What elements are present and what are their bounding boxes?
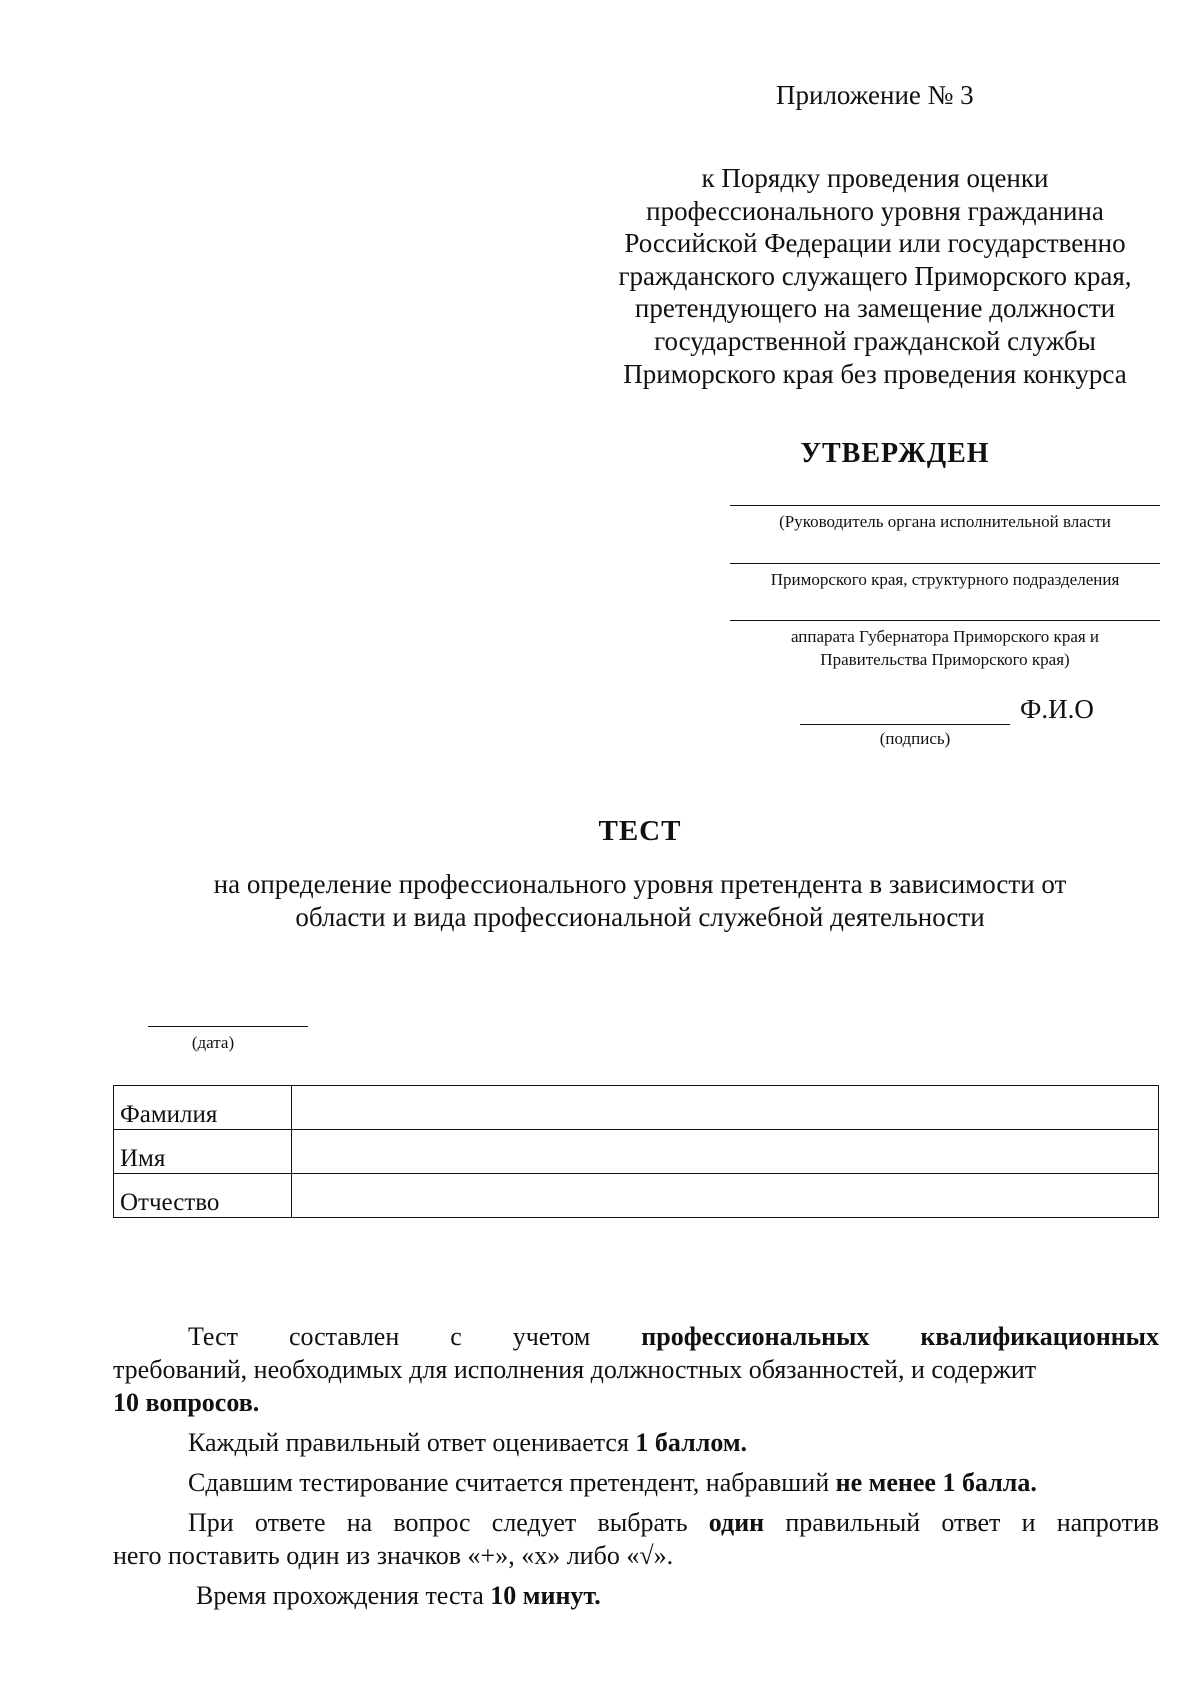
approver-caption-2: Приморского края, структурного подразделения	[770, 570, 1120, 589]
fio-label: Ф.И.О	[1020, 694, 1094, 724]
instruction-line-1	[113, 1320, 1159, 1353]
instruction-line-4	[113, 1426, 1159, 1459]
signature-line-2	[730, 563, 1160, 564]
test-subtitle	[120, 868, 1160, 934]
test-title: ТЕСТ	[598, 815, 682, 847]
instruction-line-8	[113, 1579, 1159, 1612]
instruction-text: Тест составлен с учетом	[188, 1322, 642, 1351]
patronymic-field[interactable]	[292, 1174, 1159, 1218]
instruction-text: требований, необходимых для исполнения должностных обязанностей, и содержит	[113, 1355, 1037, 1384]
instruction-line-5	[113, 1466, 1159, 1499]
instruction-punct: .	[1030, 1468, 1037, 1497]
signature-line-1	[730, 505, 1160, 506]
instruction-line-7	[113, 1539, 1159, 1572]
order-line: профессионального уровня гражданина	[646, 195, 1104, 226]
person-table	[113, 1085, 1159, 1218]
order-reference	[590, 162, 1160, 390]
table-row	[114, 1174, 1159, 1218]
signature-caption: (подпись)	[879, 729, 951, 748]
date-caption: (дата)	[191, 1033, 235, 1052]
instruction-line-6	[113, 1506, 1159, 1539]
instruction-text: Время прохождения теста	[196, 1581, 491, 1610]
instruction-bold: 10 минут	[490, 1581, 595, 1610]
instruction-text: При ответе на вопрос следует выбрать	[188, 1508, 709, 1537]
approved-heading: УТВЕРЖДЕН	[800, 438, 990, 469]
instruction-bold: 10 вопросов	[113, 1388, 253, 1417]
instruction-text: правильный ответ и напротив	[764, 1508, 1160, 1537]
instruction-line-3	[113, 1386, 1159, 1419]
name-label: Имя	[114, 1130, 292, 1174]
surname-label: Фамилия	[114, 1086, 292, 1130]
table-row	[114, 1086, 1159, 1130]
instruction-bold: не менее 1 балла	[835, 1468, 1031, 1497]
instruction-bold: 1 баллом	[635, 1428, 741, 1457]
signature-line-3	[730, 620, 1160, 621]
instruction-text: Каждый правильный ответ оценивается	[188, 1428, 636, 1457]
patronymic-label: Отчество	[114, 1174, 292, 1218]
test-subtitle-line: на определение профессионального уровня претендента в зависимости от	[213, 869, 1067, 899]
date-line	[148, 1026, 308, 1027]
instruction-line-2	[113, 1353, 1159, 1386]
instruction-text: него поставить один из значков «+», «х» либо «√».	[113, 1541, 674, 1570]
order-line: Приморского края без проведения конкурса	[623, 358, 1127, 389]
instruction-bold: один	[708, 1508, 765, 1537]
approver-caption-4: Правительства Приморского края)	[820, 650, 1070, 669]
instruction-text: Сдавшим тестирование считается претендент, набравший	[188, 1468, 836, 1497]
surname-field[interactable]	[292, 1086, 1159, 1130]
approver-caption-3: аппарата Губернатора Приморского края и	[790, 627, 1100, 646]
name-field[interactable]	[292, 1130, 1159, 1174]
order-line: гражданского служащего Приморского края,	[618, 260, 1132, 291]
order-line: претендующего на замещение должности	[634, 293, 1116, 324]
test-subtitle-line: области и вида профессиональной служебной деятельности	[295, 902, 985, 932]
approver-caption-1: (Руководитель органа исполнительной власти	[779, 512, 1111, 531]
instruction-punct: .	[740, 1428, 748, 1457]
instruction-punct: .	[594, 1581, 601, 1610]
signature-line-fio	[800, 724, 1010, 725]
order-line: Российской Федерации или государственно	[624, 228, 1126, 259]
table-row	[114, 1130, 1159, 1174]
instruction-punct: .	[252, 1388, 260, 1417]
order-line: государственной гражданской службы	[654, 325, 1096, 356]
order-line: к Порядку проведения оценки	[701, 163, 1049, 193]
appendix-title: Приложение № 3	[776, 80, 974, 110]
instruction-bold: профессиональных квалификационных	[641, 1322, 1159, 1351]
